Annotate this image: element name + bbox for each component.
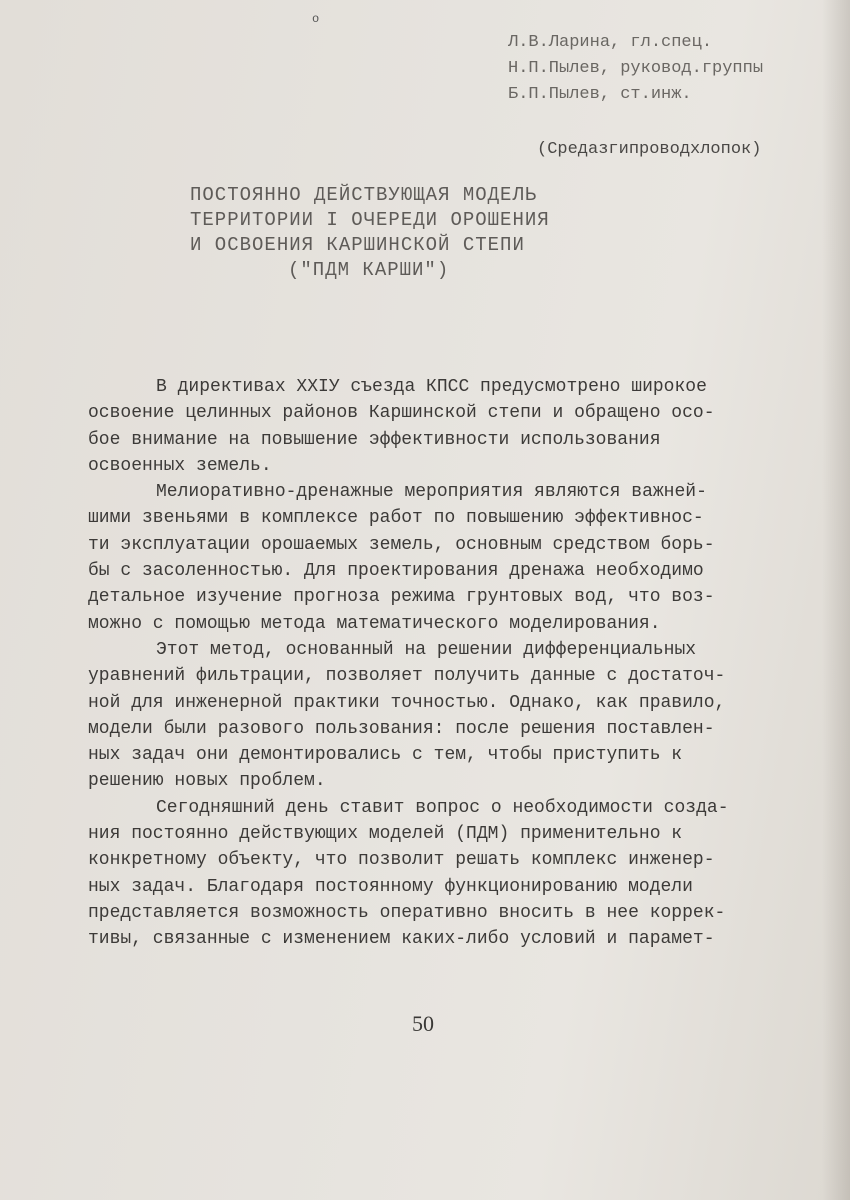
text-line: тивы, связанные с изменением каких-либо условий и парамет- xyxy=(88,929,715,950)
text-line: Сегодняшний день ставит вопрос о необходимости созда- xyxy=(156,797,729,818)
text-line: ных задач они демонтировались с тем, чтобы приступить к xyxy=(88,745,683,766)
body-text xyxy=(88,374,818,953)
text-line: модели были разового пользования: после решения поставлен- xyxy=(88,718,715,739)
text-line: ния постоянно действующих моделей (ПДМ) применительно к xyxy=(88,824,683,845)
author-line: Б.П.Пылев, ст.инж. xyxy=(508,85,692,104)
title-line: ПОСТОЯННО ДЕЙСТВУЮЩАЯ МОДЕЛЬ xyxy=(190,184,538,206)
text-line: бы с засоленностью. Для проектирования дренажа необходимо xyxy=(88,561,704,582)
text-line: уравнений фильтрации, позволяет получить данные с достаточ- xyxy=(88,666,726,687)
authors-block xyxy=(508,30,763,108)
text-line: шими звеньями в комплексе работ по повышению эффективнос- xyxy=(88,508,704,529)
text-line: ной для инженерной практики точностью. Однако, как правило, xyxy=(88,692,726,713)
text-line: В директивах ХХIУ съезда КПСС предусмотрено широкое xyxy=(156,377,707,397)
title-line: ТЕРРИТОРИИ I ОЧЕРЕДИ ОРОШЕНИЯ xyxy=(190,209,550,231)
document-title xyxy=(190,183,550,283)
paragraph xyxy=(88,795,818,953)
page-mark: o xyxy=(312,12,320,26)
author-line: Н.П.Пылев, руковод.группы xyxy=(508,59,764,78)
text-line: ных задач. Благодаря постоянному функционированию модели xyxy=(88,876,693,897)
page-number: 50 xyxy=(412,1011,434,1036)
organization: (Средазгипроводхлопок) xyxy=(537,140,762,159)
text-line: представляется возможность оперативно вносить в нее коррек- xyxy=(88,902,726,923)
title-line: И ОСВОЕНИЯ КАРШИНСКОЙ СТЕПИ xyxy=(190,234,525,256)
text-line: Мелиоративно-дренажные мероприятия являются важней- xyxy=(156,482,707,503)
text-line: освоение целинных районов Каршинской степи и обращено осо- xyxy=(88,403,715,424)
paragraph xyxy=(88,374,818,479)
text-line: детальное изучение прогноза режима грунтовых вод, что воз- xyxy=(88,587,715,608)
text-line: освоенных земель. xyxy=(88,455,272,476)
text-line: решению новых проблем. xyxy=(88,771,326,792)
text-line: ти эксплуатации орошаемых земель, основным средством борь- xyxy=(88,534,715,555)
author-line: Л.В.Ларина, гл.спец. xyxy=(508,33,713,52)
paragraph xyxy=(88,637,818,795)
text-line: можно с помощью метода математического моделирования. xyxy=(88,613,661,634)
title-line: ("ПДМ КАРШИ") xyxy=(288,259,450,281)
text-line: конкретному объекту, что позволит решать комплекс инженер- xyxy=(88,850,715,871)
text-line: Этот метод, основанный на решении дифференциальных xyxy=(156,639,697,660)
text-line: бое внимание на повышение эффективности использования xyxy=(88,429,661,450)
paragraph xyxy=(88,479,818,637)
